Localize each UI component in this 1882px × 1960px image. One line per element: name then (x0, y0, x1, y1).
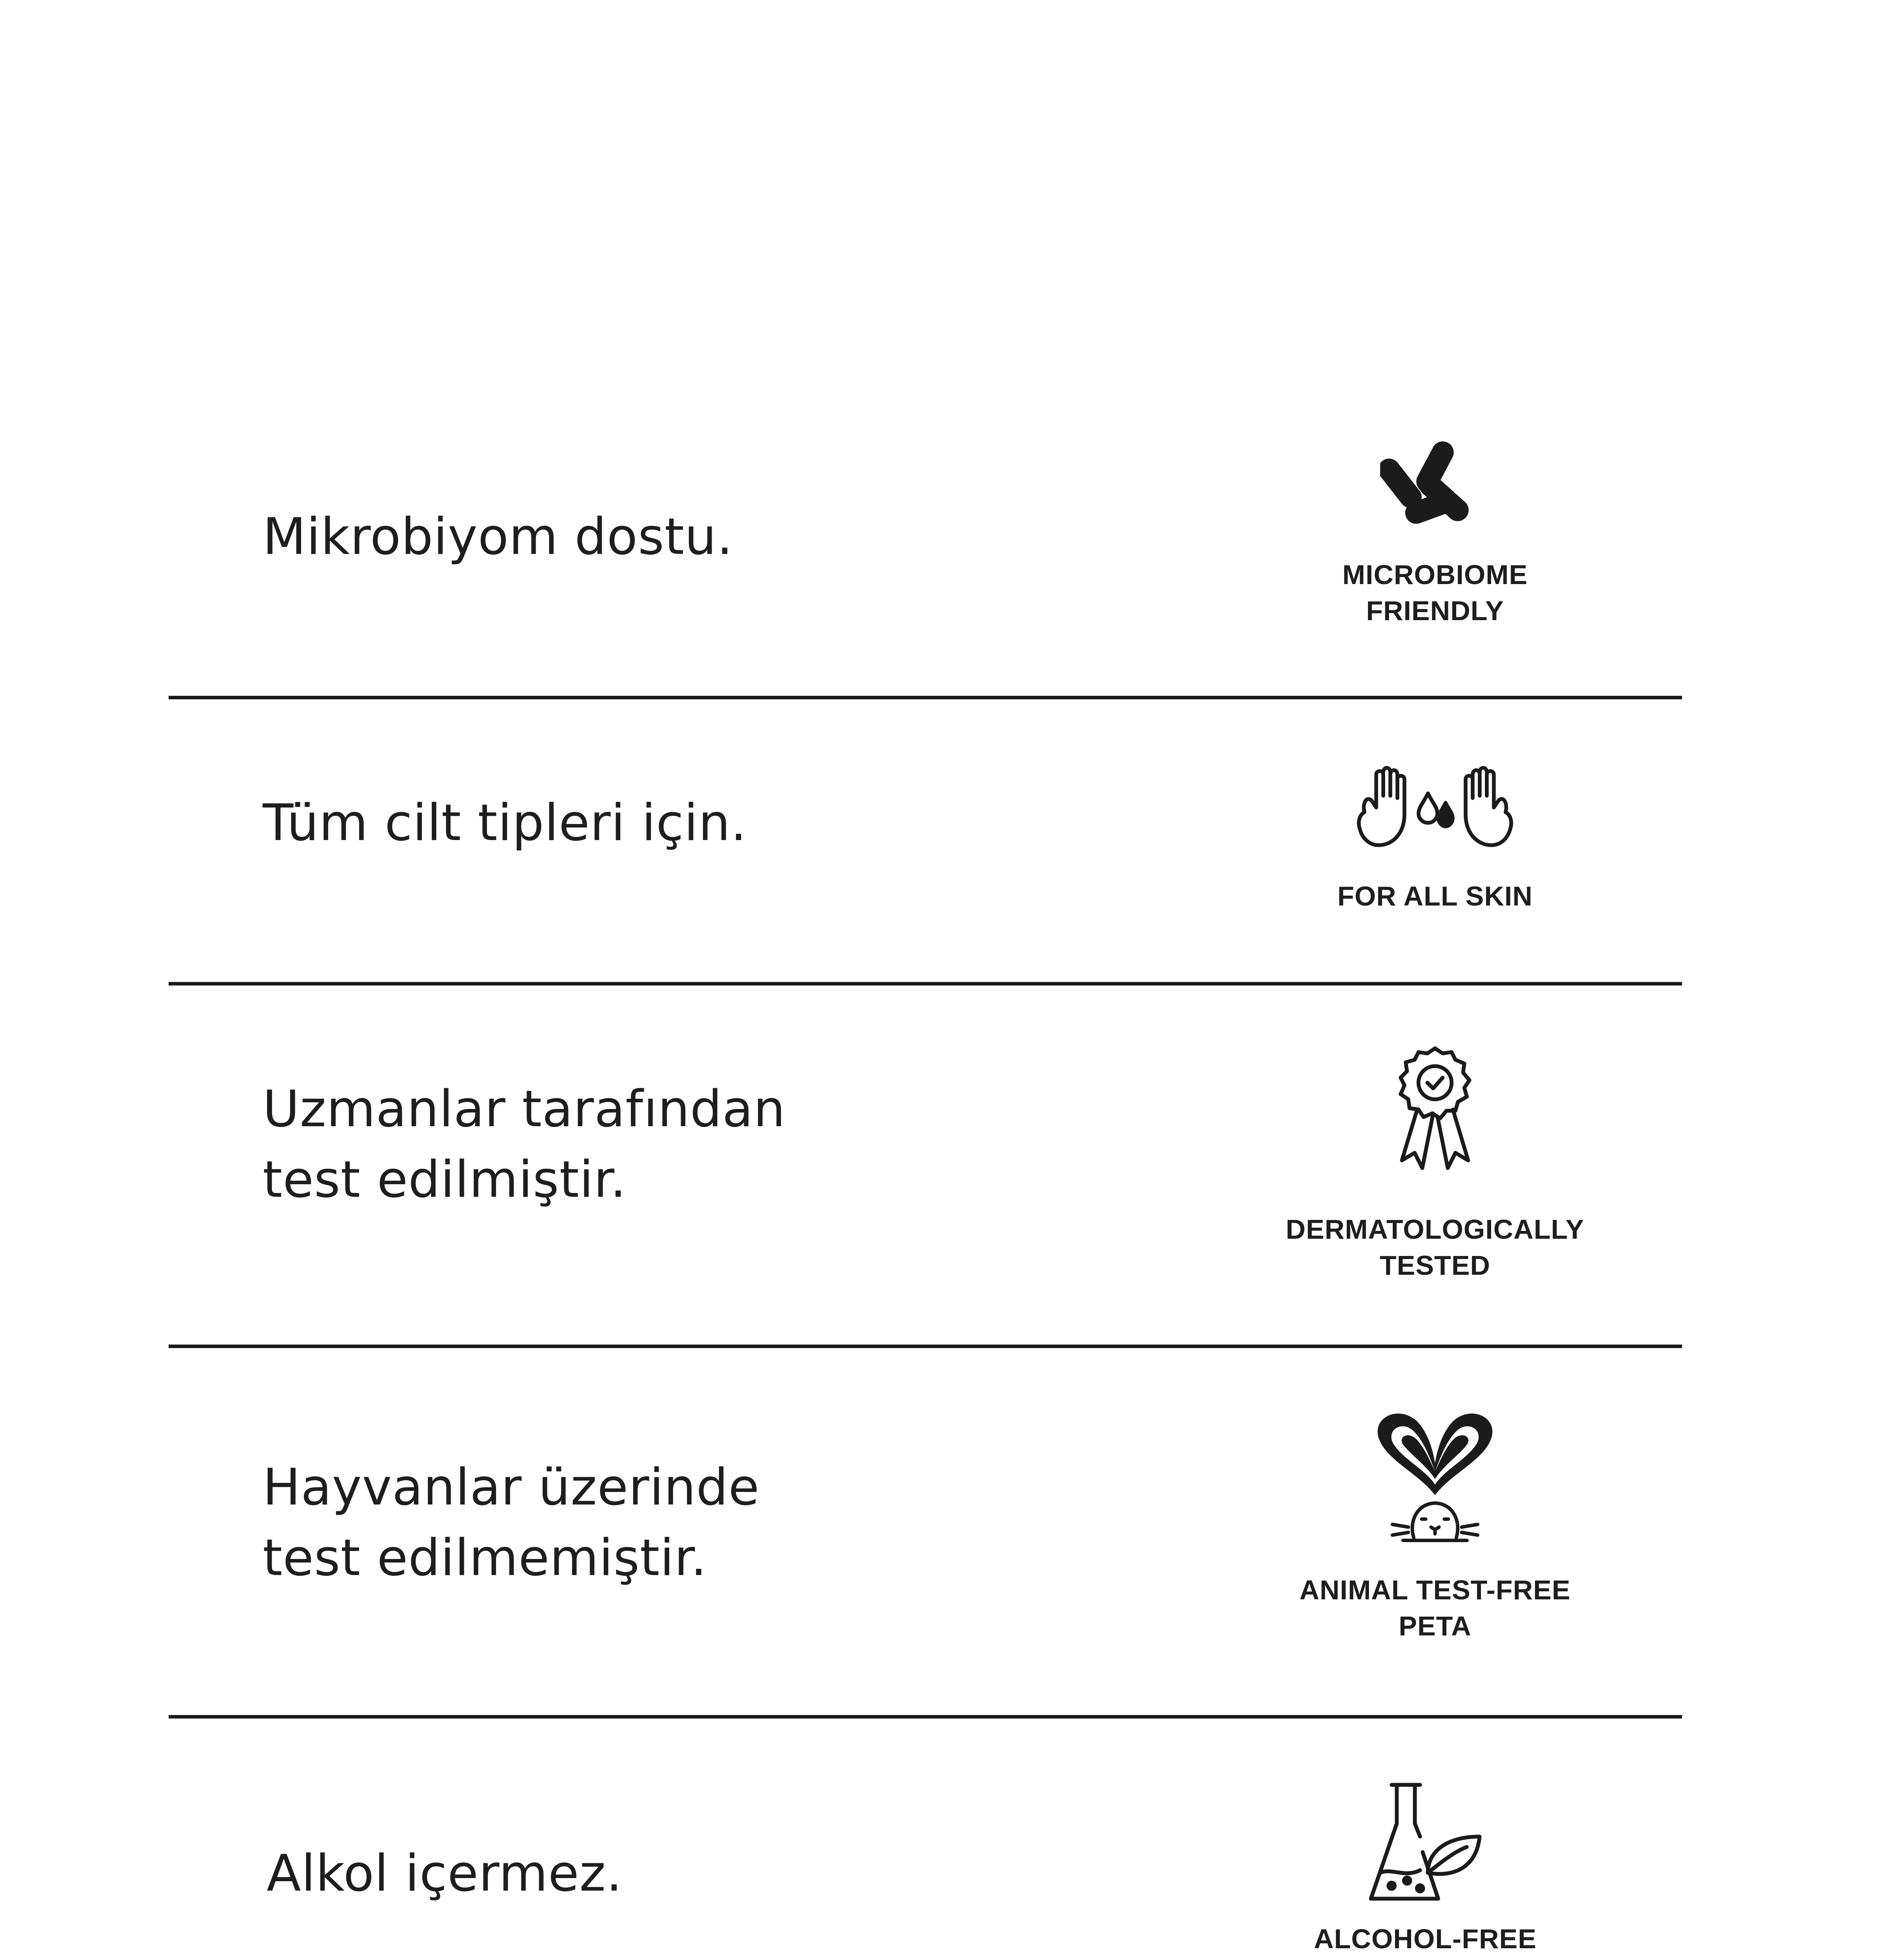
divider-1 (169, 696, 1682, 699)
badge-label-dermatologically-tested: DERMATOLOGICALLY TESTED (1286, 1214, 1584, 1281)
hands-drop-icon (1353, 760, 1517, 855)
claim-animal-test-free: Hayvanlar üzerinde test edilmemiştir. (263, 1458, 760, 1587)
divider-3 (169, 1345, 1682, 1348)
claim-microbiome: Mikrobiyom dostu. (263, 508, 733, 566)
heart-bunny-icon (1368, 1407, 1502, 1548)
badge-alcohol-free (1229, 1780, 1621, 1957)
flask-leaf-icon (1362, 1780, 1488, 1909)
badge-label-all-skin: FOR ALL SKIN (1337, 881, 1533, 911)
claim-all-skin: Tüm cilt tipleri için. (263, 794, 747, 852)
microbiome-bacteria-icon (1380, 435, 1490, 545)
badge-label-alcohol-free: ALCOHOL-FREE (1313, 1924, 1537, 1954)
badge-label-microbiome: MICROBIOME FRIENDLY (1342, 559, 1528, 626)
divider-4 (169, 1715, 1682, 1719)
badge-all-skin (1239, 760, 1631, 914)
claim-alcohol-free: Alkol içermez. (267, 1844, 623, 1903)
badge-label-animal-test-free: ANIMAL TEST-FREE PETA (1299, 1575, 1571, 1641)
badge-microbiome (1239, 435, 1631, 629)
badge-dermatologically-tested (1239, 1043, 1631, 1283)
claim-dermatologically-tested: Uzmanlar tarafından test edilmiştir. (263, 1080, 786, 1209)
award-ribbon-icon (1384, 1043, 1486, 1184)
divider-2 (169, 982, 1682, 985)
badge-animal-test-free (1239, 1407, 1631, 1644)
